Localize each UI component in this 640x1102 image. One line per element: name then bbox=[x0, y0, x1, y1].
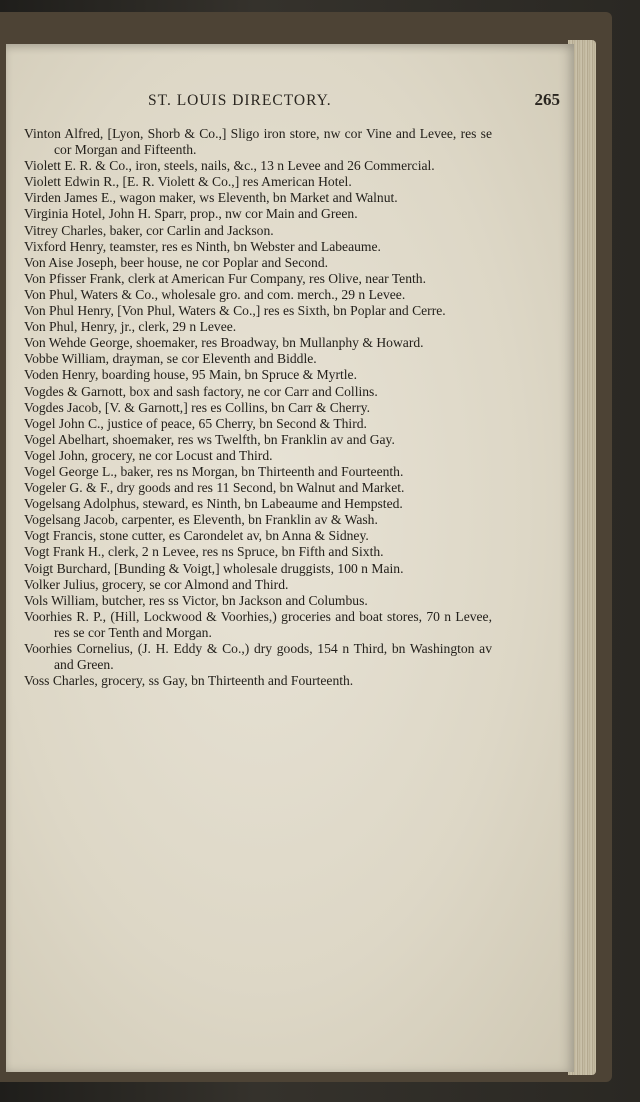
directory-entry: Vogeler G. & F., dry goods and res 11 Second, bn Walnut and Market. bbox=[24, 480, 405, 496]
directory-entry: Vogel John, grocery, ne cor Locust and Third. bbox=[24, 447, 273, 463]
directory-entry: Vogel George L., baker, res ns Morgan, bn Thirteenth and Fourteenth. bbox=[24, 463, 404, 479]
directory-entry: Voigt Burchard, [Bunding & Voigt,] wholesale druggists, 100 n Main. bbox=[24, 560, 404, 576]
directory-entry: Vogdes & Garnott, box and sash factory, ne cor Carr and Collins. bbox=[24, 383, 378, 399]
directory-entry: Vitrey Charles, baker, cor Carlin and Jackson. bbox=[24, 222, 274, 238]
directory-entry: Vogelsang Jacob, carpenter, es Eleventh, bn Franklin av & Wash. bbox=[24, 512, 378, 528]
directory-entry: Virden James E., wagon maker, ws Eleventh, bn Market and Walnut. bbox=[24, 190, 398, 206]
directory-entry: Vogel Abelhart, shoemaker, res ws Twelfth, bn Franklin av and Gay. bbox=[24, 431, 395, 447]
directory-entry: Voss Charles, grocery, ss Gay, bn Thirteenth and Fourteenth. bbox=[24, 673, 354, 689]
directory-entry: Von Pfisser Frank, clerk at American Fur Company, res Olive, near Tenth. bbox=[24, 270, 426, 286]
directory-entry: Voden Henry, boarding house, 95 Main, bn Spruce & Myrtle. bbox=[24, 367, 357, 383]
directory-entry: Vobbe William, drayman, se cor Eleventh and Biddle. bbox=[24, 351, 317, 367]
directory-entry: Vogel John C., justice of peace, 65 Cherry, bn Second & Third. bbox=[24, 415, 367, 431]
directory-entry: Volker Julius, grocery, se cor Almond and Third. bbox=[24, 576, 289, 592]
directory-entry: Violett E. R. & Co., iron, steels, nails, &c., 13 n Levee and 26 Commercial. bbox=[24, 158, 435, 174]
directory-entry: Von Phul Henry, [Von Phul, Waters & Co.,] res es Sixth, bn Poplar and Cerre. bbox=[24, 303, 446, 319]
directory-entry: Vogt Frank H., clerk, 2 n Levee, res ns Spruce, bn Fifth and Sixth. bbox=[24, 544, 384, 560]
directory-entry: Von Phul, Henry, jr., clerk, 29 n Levee. bbox=[24, 319, 237, 335]
directory-entry: Voorhies R. P., (Hill, Lockwood & Voorhies,) groceries and boat stores, 70 n Levee, res se cor Tenth and Morgan. bbox=[24, 608, 492, 640]
directory-entry: Von Phul, Waters & Co., wholesale gro. and com. merch., 29 n Levee. bbox=[24, 286, 406, 302]
directory-entry: Von Aise Joseph, beer house, ne cor Poplar and Second. bbox=[24, 254, 329, 270]
directory-entry: Vixford Henry, teamster, res es Ninth, bn Webster and Labeaume. bbox=[24, 238, 381, 254]
directory-entry: Vogt Francis, stone cutter, es Carondelet av, bn Anna & Sidney. bbox=[24, 528, 369, 544]
directory-entry: Vogdes Jacob, [V. & Garnott,] res es Collins, bn Carr & Cherry. bbox=[24, 399, 370, 415]
running-title: ST. LOUIS DIRECTORY. bbox=[148, 92, 332, 109]
directory-entry: Violett Edwin R., [E. R. Violett & Co.,] res American Hotel. bbox=[24, 174, 352, 190]
directory-entry: Vinton Alfred, [Lyon, Shorb & Co.,] Sligo iron store, nw cor Vine and Levee, res se cor Morgan and Fifteenth. bbox=[24, 126, 492, 158]
directory-entry: Von Wehde George, shoemaker, res Broadway, bn Mullanphy & Howard. bbox=[24, 335, 424, 351]
directory-entry: Vogelsang Adolphus, steward, es Ninth, bn Labeaume and Hempsted. bbox=[24, 496, 403, 512]
directory-entry: Virginia Hotel, John H. Sparr, prop., nw cor Main and Green. bbox=[24, 206, 358, 222]
running-head bbox=[148, 90, 560, 110]
directory-entries bbox=[24, 126, 492, 689]
directory-entry: Voorhies Cornelius, (J. H. Eddy & Co.,) dry goods, 154 n Third, bn Washington av and Green. bbox=[24, 641, 492, 673]
directory-entry: Vols William, butcher, res ss Victor, bn Jackson and Columbus. bbox=[24, 592, 368, 608]
page-number: 265 bbox=[534, 90, 560, 109]
